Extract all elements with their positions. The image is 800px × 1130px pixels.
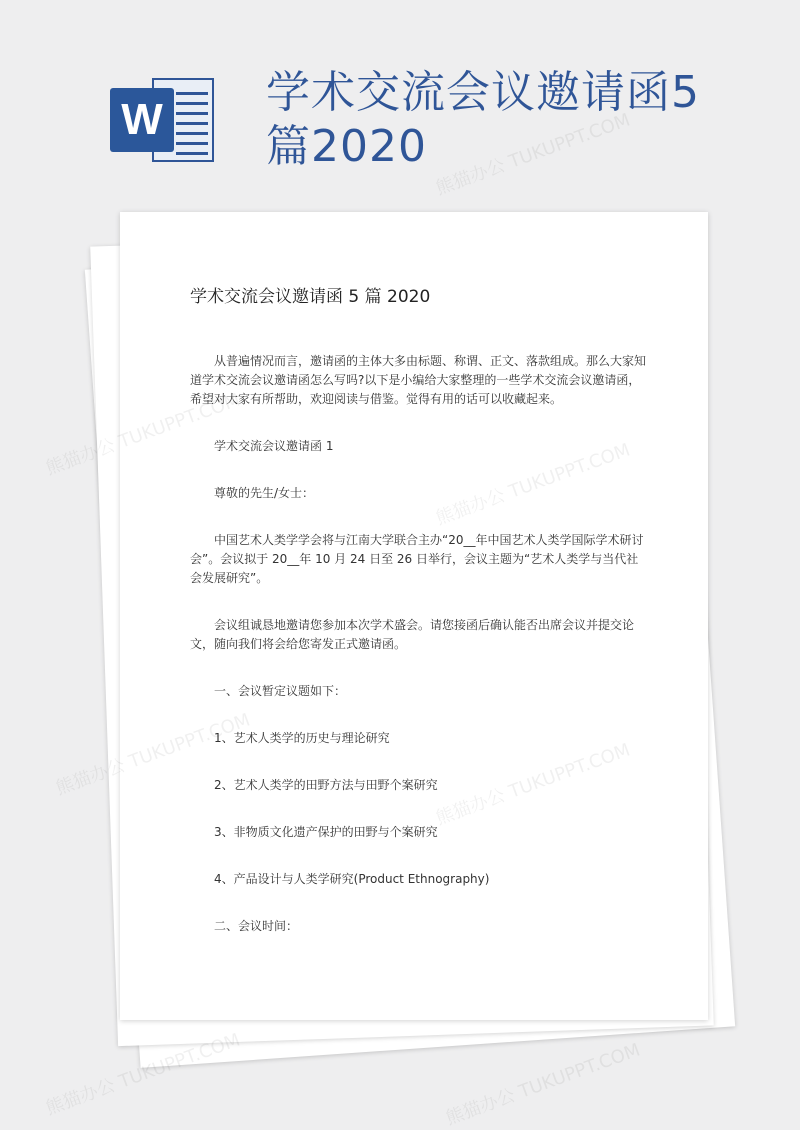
list-item: 2、艺术人类学的田野方法与田野个案研究 xyxy=(214,778,438,792)
body-paragraph: 中国艺术人类学学会将与江南大学联合主办“20__年中国艺术人类学国际学术研讨会”。会议拟于 20__年 10 月 24 日至 26 日举行，会议主题为“艺术人类学与当代社会发展研究”。 xyxy=(190,533,644,585)
page-title: 学术交流会议邀请函5篇2020 xyxy=(266,67,700,172)
word-logo-letter: W xyxy=(110,88,174,152)
section-heading: 学术交流会议邀请函 1 xyxy=(214,439,334,453)
body-paragraph: 会议组诚恳地邀请您参加本次学术盛会。请您接函后确认能否出席会议并提交论文，随向我们将会给您寄发正式邀请函。 xyxy=(190,618,635,651)
list-heading: 一、会议暂定议题如下： xyxy=(214,684,347,698)
list-heading: 二、会议时间： xyxy=(214,919,299,933)
watermark: 熊猫办公 TUKUPPT.COM xyxy=(433,109,633,200)
watermark: 熊猫办公 xyxy=(43,434,118,480)
header xyxy=(0,0,800,210)
salutation: 尊敬的先生/女士： xyxy=(214,486,315,500)
watermark: 熊猫办公 TUKUPPT.COM xyxy=(443,1039,643,1130)
watermark: 熊猫办公 TUKUPPT.COM xyxy=(43,1029,243,1120)
list-item: 1、艺术人类学的历史与理论研究 xyxy=(214,731,390,745)
word-document-icon xyxy=(110,78,214,162)
document-page xyxy=(120,212,708,1020)
intro-paragraph: 从普遍情况而言，邀请函的主体大多由标题、称谓、正文、落款组成。那么大家知道学术交流会议邀请函怎么写吗?以下是小编给大家整理的一些学术交流会议邀请函，希望对大家有所帮助，欢迎阅读与借鉴。觉得有用的话可以收藏起来。 xyxy=(190,354,647,406)
document-body xyxy=(190,352,650,964)
list-item: 4、产品设计与人类学研究(Product Ethnography) xyxy=(214,872,490,886)
list-item: 3、非物质文化遗产保护的田野与个案研究 xyxy=(214,825,438,839)
document-title: 学术交流会议邀请函 5 篇 2020 xyxy=(190,287,431,307)
watermark: 熊猫办公 xyxy=(53,754,128,800)
